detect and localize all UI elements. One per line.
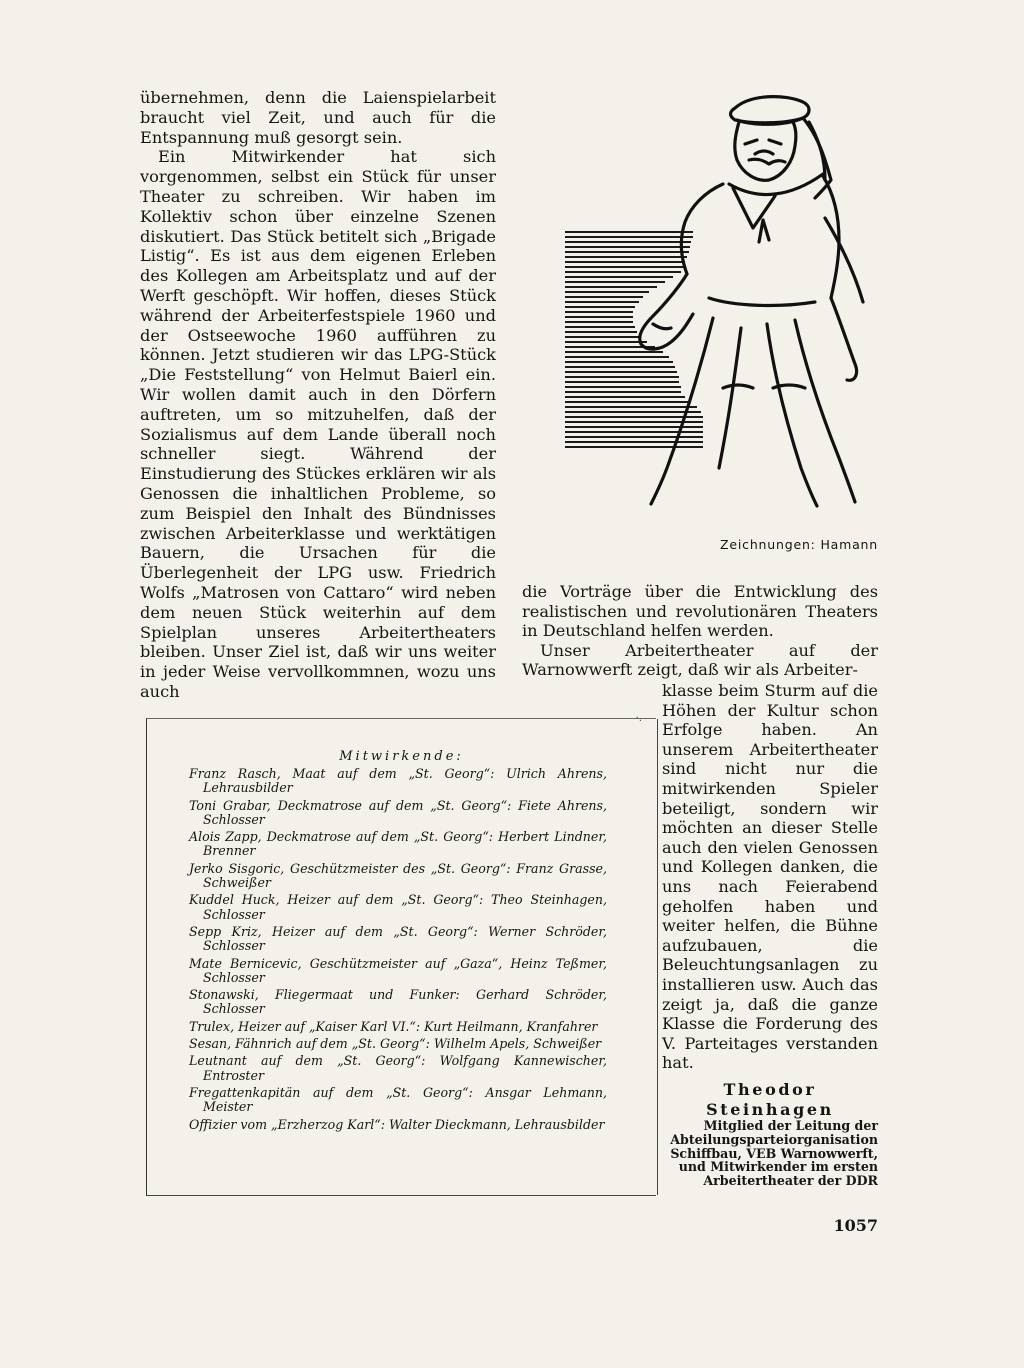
author-last-name: Steinhagen <box>706 1099 834 1119</box>
sailor-illustration <box>563 88 878 508</box>
illustration-caption: Zeichnungen: Hamann <box>720 537 878 552</box>
box-border <box>657 719 658 1195</box>
cast-entry: Sepp Kriz, Heizer auf dem „St. Georg“: Werner Schröder, Schlosser <box>189 923 607 954</box>
cast-entry: Franz Rasch, Maat auf dem „St. Georg“: Ulrich Ahrens, Lehrausbilder <box>189 766 607 796</box>
cast-entry: Alois Zapp, Deckmatrose auf dem „St. Georg“: Herbert Lindner, Brenner <box>189 829 607 859</box>
paragraph: Ein Mitwirkender hat sich vorgenommen, selbst ein Stück für unser Theater zu schreiben. Wir haben im Kollektiv schon über einzelne Szenen diskutiert. Das Stück betitelt sich „Brigade Listig“. Es ist aus dem eigenen Erleben des Kollegen am Arbeitsplatz und auf der Werft geschöpft. Wir hoffen, dieses Stück während der Arbeiterfestspiele 1960 und der Ostseewoche 1960 aufführen zu können. Jetzt studieren wir das LPG-Stück „Die Feststellung“ von Helmut Baierl ein. Wir wollen damit auch in den Dörfern auftreten, um so mitzuhelfen, daß der Sozialismus auf dem Lande überall noch schneller siegt. Während der Einstudierung des Stückes erklären wir als Genossen die inhaltlichen Probleme, so zum Beispiel den Inhalt des Bündnisses zwischen Arbeiterklasse und werktätigen Bauern, die Ursachen für die Überlegenheit der LPG usw. Friedrich Wolfs „Matrosen von Cattaro“ wird neben dem neuen Stück weiterhin auf dem Spielplan unseres Arbeitertheaters bleiben. Unser Ziel ist, daß wir uns weiter in jeder Weise vervollkommnen, wozu uns auch <box>140 147 496 701</box>
paragraph: klasse beim Sturm auf die Höhen der Kultur schon Erfolge haben. An unserem Arbeitertheater sind nicht nur die mitwirkenden Spieler beteiligt, sondern wir möchten an dieser Stelle auch den vielen Genossen und Kollegen danken, die uns nach Feierabend geholfen haben und weiter helfen, die Bühne aufzubauen, die Beleuchtungsanlagen zu installieren usw. Auch das zeigt ja, daß die ganze Klasse die Forderung des V. Parteitages verstanden hat. <box>662 681 878 1073</box>
author-description: Mitglied der Leitung der Abteilungsparteiorganisation Schiffbau, VEB Warnowwerft, und Mitwirkender im ersten Arbeitertheater der DDR <box>670 1118 878 1189</box>
author-first-name: Theodor <box>723 1080 817 1099</box>
article-right-column <box>522 582 878 680</box>
cast-entry: Toni Grabar, Deckmatrose auf dem „St. Georg“: Fiete Ahrens, Schlosser <box>189 797 607 827</box>
cast-entry: Fregattenkapitän auf dem „St. Georg“: Ansgar Lehmann, Meister <box>189 1084 607 1115</box>
cast-entry: Sesan, Fähnrich auf dem „St. Georg“: Wilhelm Apels, Schweißer <box>189 1036 602 1052</box>
sailor-figure <box>640 97 863 506</box>
paragraph: die Vorträge über die Entwicklung des realistischen und revolutionären Theaters in Deutschland helfen werden. <box>522 582 878 641</box>
cast-entry: Leutnant auf dem „St. Georg“: Wolfgang Kannewischer, Entroster <box>189 1053 607 1083</box>
page-number: 1057 <box>833 1216 878 1235</box>
print-speck: ·. <box>635 713 642 724</box>
cast-list-box <box>146 713 656 1196</box>
article-continuation <box>662 681 878 1073</box>
cast-entry: Offizier vom „Erzherzog Karl“: Walter Dieckmann, Lehrausbilder <box>189 1116 605 1132</box>
cast-entry: Trulex, Heizer auf „Kaiser Karl VI.“: Kurt Heilmann, Kranfahrer <box>189 1018 598 1034</box>
paragraph: Unser Arbeitertheater auf der Warnowwerft zeigt, daß wir als Arbeiter- <box>522 640 878 680</box>
cast-entry: Mate Bernicevic, Geschützmeister auf „Gaza“, Heinz Teßmer, Schlosser <box>189 955 607 985</box>
cast-entry: Stonawski, Fliegermaat und Funker: Gerhard Schröder, Schlosser <box>189 987 607 1017</box>
cast-title: Mitwirkende: <box>339 749 464 764</box>
cast-entry: Kuddel Huck, Heizer auf dem „St. Georg“: Theo Steinhagen, Schlosser <box>189 892 607 922</box>
cast-entry: Jerko Sisgoric, Geschützmeister des „St. Georg“: Franz Grasse, Schweißer <box>189 860 607 891</box>
article-left-column <box>140 88 496 702</box>
cast-list <box>189 767 607 1135</box>
author-name <box>662 1080 878 1119</box>
paragraph: übernehmen, denn die Laienspielarbeit braucht viel Zeit, und auch für die Entspannung muß gesorgt sein. <box>140 88 496 147</box>
